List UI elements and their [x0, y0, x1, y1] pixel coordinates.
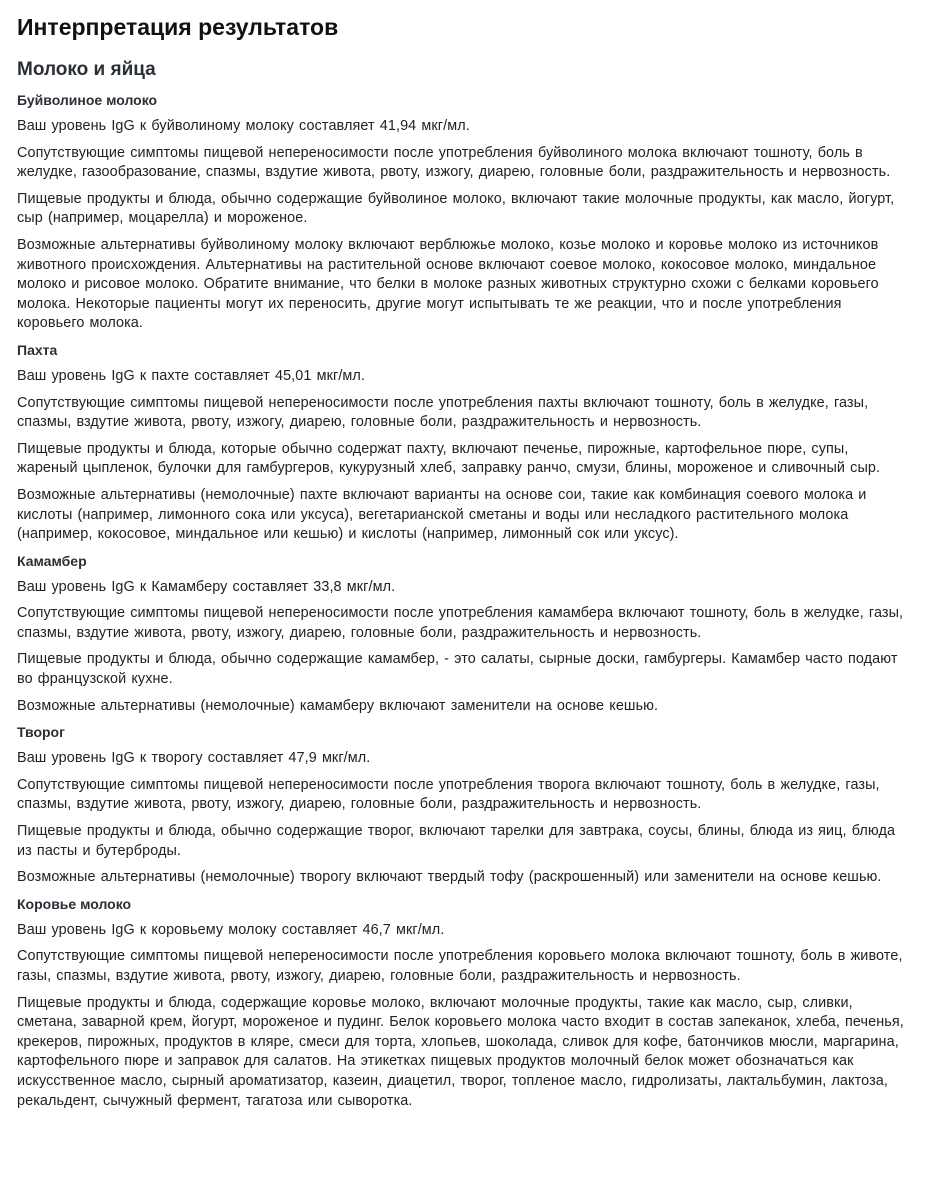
symptoms-text: Сопутствующие симптомы пищевой непереносимости после употребления коровьего молока включают тошноту, боль в животе, газы, спазмы, вздутие живота, рвоту, изжогу, диарею, головные боли, раздражительность и нервозность. [17, 948, 903, 984]
food-item-title: Коровье молоко [17, 895, 132, 912]
foods-text: Пищевые продукты и блюда, обычно содержащие буйволиное молоко, включают такие молочные продукты, как масло, йогурт, сыр (например, моцарелла) и мороженое. [17, 190, 895, 227]
food-item-cow-milk [17, 895, 905, 1111]
igg-level-text: Ваш уровень IgG к творогу составляет 47,9 мкг/мл. [17, 750, 371, 767]
alternatives-text: Возможные альтернативы (немолочные) пахте включают варианты на основе сои, такие как комбинация соевого молока и кислоты (например, лимонного сока или уксуса), вегетарианской сметаны и воды или несладкого растительного молока (например, кокосовое, миндальное или кешью) и кислоты (например, лимонный сок или уксус). [17, 486, 867, 543]
igg-level-text: Ваш уровень IgG к буйволиному молоку составляет 41,94 мкг/мл. [17, 118, 470, 134]
section-title: Молоко и яйца [17, 59, 156, 80]
foods-text: Пищевые продукты и блюда, содержащие коровье молоко, включают молочные продукты, такие как масло, сыр, сливки, сметана, заварной крем, йогурт, мороженое и пудинг. Белок коровьего молока часто входит в состав запеканок, хлеба, печенья, крекеров, пирожных, продуктов в кляре, смеси для торта, хлопьев, шоколада, сливок для кофе, батончиков мюсли, маргарина, картофельного пюре и заправок для салатов. На этикетках пищевых продуктов молочный белок может обозначаться как искусственное масло, сырный ароматизатор, казеин, диацетил, творог, топленое масло, гидролизаты, лактальбумин, лактоза, рекальдент, сычужный фермент, тагатоза или сыворотка. [17, 994, 904, 1109]
igg-level-text: Ваш уровень IgG к коровьему молоку составляет 46,7 мкг/мл. [17, 921, 445, 938]
food-item-buffalo-milk [17, 91, 905, 334]
igg-level-text: Ваш уровень IgG к Камамберу составляет 33,8 мкг/мл. [17, 578, 396, 595]
foods-text: Пищевые продукты и блюда, обычно содержащие камамбер, - это салаты, сырные доски, гамбургеры. Камамбер часто подают во французской кухне. [17, 651, 898, 688]
food-item-buttermilk [17, 341, 905, 545]
symptoms-text: Сопутствующие симптомы пищевой непереносимости после употребления творога включают тошноту, боль в желудке, газы, спазмы, вздутие живота, рвоту, изжогу, диарею, головные боли, раздражительность и нервозность. [17, 776, 880, 813]
symptoms-text: Сопутствующие симптомы пищевой непереносимости после употребления пахты включают тошноту, боль в желудке, газы, спазмы, вздутие живота, рвоту, изжогу, диарею, головные боли, раздражительность и нервозность. [17, 394, 869, 431]
alternatives-text: Возможные альтернативы (немолочные) творогу включают твердый тофу (раскрошенный) или заменители на основе кешью. [17, 869, 882, 886]
food-item-cottage-cheese [17, 723, 905, 888]
alternatives-text: Возможные альтернативы буйволиному молоку включают верблюжье молоко, козье молоко и коровье молоко из источников животного происхождения. Альтернативы на растительной основе включают соевое молоко, кокосовое молоко, миндальное молоко и рисовое молоко. Обратите внимание, что белки в молоке разных животных структурно схожи с белками коровьего молока. Некоторые пациенты могут их переносить, другие могут испытывать те же реакции, что и после употребления коровьего молока. [17, 236, 879, 332]
food-item-title: Камамбер [17, 552, 87, 569]
foods-text: Пищевые продукты и блюда, которые обычно содержат пахту, включают печенье, пирожные, картофельное пюре, супы, жареный цыпленок, булочки для гамбургеров, кукурузный хлеб, заправку ранчо, смузи, блины, мороженое и сливочный сыр. [17, 440, 881, 477]
symptoms-text: Сопутствующие симптомы пищевой непереносимости после употребления камамбера включают тошноту, боль в желудке, газы, спазмы, вздутие живота, рвоту, изжогу, диарею, головные боли, раздражительность и нервозность. [17, 605, 904, 641]
page-title: Интерпретация результатов [17, 14, 339, 40]
food-item-title: Буйволиное молоко [17, 92, 158, 108]
symptoms-text: Сопутствующие симптомы пищевой непереносимости после употребления буйволиного молока включают тошноту, боль в желудке, газообразование, спазмы, вздутие живота, рвоту, изжогу, диарею, головные боли, раздражительность и нервозность. [17, 144, 891, 181]
food-item-camembert [17, 552, 905, 717]
food-item-title: Пахта [17, 341, 58, 358]
igg-level-text: Ваш уровень IgG к пахте составляет 45,01 мкг/мл. [17, 367, 366, 384]
alternatives-text: Возможные альтернативы (немолочные) камамберу включают заменители на основе кешью. [17, 697, 659, 714]
food-item-title: Творог [17, 724, 65, 741]
foods-text: Пищевые продукты и блюда, обычно содержащие творог, включают тарелки для завтрака, соусы, блины, блюда из яиц, блюда из пасты и бутерброды. [17, 823, 896, 859]
